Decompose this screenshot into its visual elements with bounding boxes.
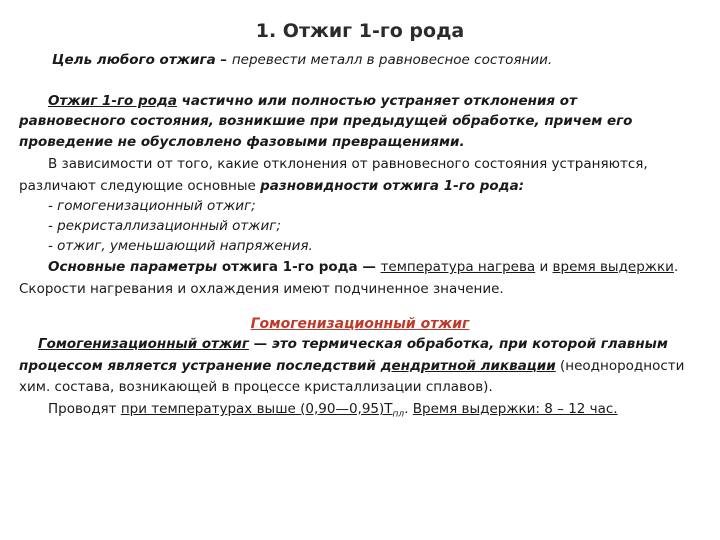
goal-dash: – xyxy=(215,52,232,68)
para1-text1: частично или полностью устраняет отклонения от xyxy=(176,93,577,109)
para1-term: Отжиг 1-го рода xyxy=(48,93,177,109)
params-temp: температура нагрева xyxy=(380,259,536,275)
params-time: время выдержки xyxy=(552,259,674,275)
list-item-stress-relief: - отжиг, уменьшающий напряжения. xyxy=(48,238,313,254)
params-end: . xyxy=(673,259,679,275)
section-title: Гомогенизационный отжиг xyxy=(250,316,470,332)
homog-line2-end: (неоднородности xyxy=(555,358,685,374)
list-item-recrystallization: - рекристаллизационный отжиг; xyxy=(48,218,281,234)
goal-term: Цель любого отжига xyxy=(52,52,216,68)
para1-line2: равновесного состояния, возникшие при предыдущей обработке, причем его xyxy=(19,113,633,129)
homog-line2-term: дендритной ликвации xyxy=(380,358,556,374)
goal-text: перевести металл в равновесное состоянии. xyxy=(231,52,553,68)
homog-term: Гомогенизационный отжиг xyxy=(38,336,249,352)
homog-dash: — xyxy=(248,336,272,352)
homog-line2-plain: процессом является устранение последствий xyxy=(19,358,381,374)
params-line1 xyxy=(48,258,678,276)
homog-line4-start: Проводят xyxy=(48,401,121,417)
params-term: Основные параметры xyxy=(48,259,218,275)
homog-line1 xyxy=(38,335,668,353)
para1-line3: проведение не обусловлено фазовыми превращениями. xyxy=(19,134,465,150)
homog-line4-cond xyxy=(120,401,405,420)
homog-line4-time: Время выдержки: 8 – 12 час. xyxy=(412,401,618,417)
params-mid: отжига 1-го рода — xyxy=(217,259,381,275)
homog-line2 xyxy=(19,357,684,375)
para2-plain: различают следующие основные xyxy=(19,178,261,194)
homog-line3: хим. состава, возникающей в процессе кристаллизации сплавов). xyxy=(19,379,493,395)
params-and: и xyxy=(535,259,553,275)
params-line2: Скорости нагревания и охлаждения имеют подчиненное значение. xyxy=(19,281,504,297)
list-item-homogenization: - гомогенизационный отжиг; xyxy=(48,198,256,214)
homog-line4-cond-text: при температурах выше (0,90—0,95)T xyxy=(120,401,393,417)
goal-line xyxy=(52,51,552,69)
homog-line4-sub: пл xyxy=(392,409,405,420)
homog-line4-mid: . xyxy=(404,401,413,417)
para2-line1: В зависимости от того, какие отклонения от равновесного состояния устраняются, xyxy=(48,156,648,172)
homog-text1: это термическая обработка, при которой главным xyxy=(271,336,668,352)
para2-line2 xyxy=(19,177,524,195)
homog-line4 xyxy=(48,400,618,424)
para1-line1 xyxy=(48,92,577,110)
slide-title: 1. Отжиг 1-го рода xyxy=(255,20,465,42)
para2-term: разновидности отжига 1-го рода: xyxy=(260,178,525,194)
